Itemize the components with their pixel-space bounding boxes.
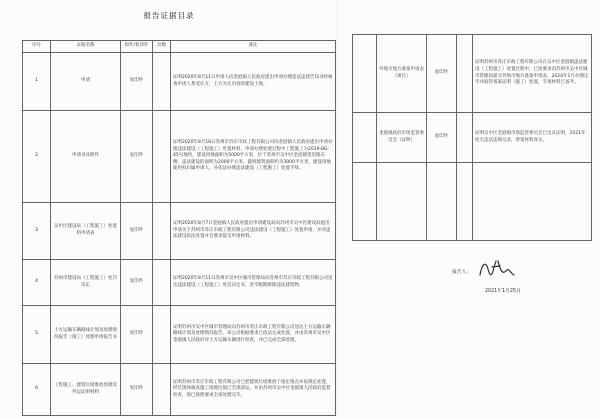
row-type bbox=[427, 163, 457, 241]
handwritten-signature bbox=[476, 257, 516, 281]
row-type: 复印件 bbox=[121, 53, 153, 111]
row-name: 土方运输车辆路线计划及处理情况报告（施工）处理申请报告书 bbox=[51, 306, 121, 364]
row-no bbox=[353, 35, 377, 113]
row-no: 6 bbox=[23, 364, 51, 416]
row-name: 工程施工、建筑垃圾堆放处理及外运证明材料 bbox=[51, 364, 121, 416]
row-type: 复印件 bbox=[427, 35, 457, 113]
table-row bbox=[23, 53, 336, 111]
header-name: 证据名称 bbox=[51, 41, 121, 53]
row-no bbox=[353, 113, 377, 163]
header-pages: 页数 bbox=[153, 41, 171, 53]
row-note: 证明2020年8月11日申请人向金庭镇人民政府提出申请办理违法违建告知书经核查申请人系受让方，土方为无内容的建设土地。 bbox=[171, 53, 336, 111]
header-no: 序号 bbox=[23, 41, 51, 53]
row-no: 3 bbox=[23, 203, 51, 260]
signature-date: 2021年1月25日 bbox=[485, 289, 521, 294]
row-name: 外地市地方备案申请表（项目） bbox=[377, 35, 427, 113]
row-type: 复印件 bbox=[121, 364, 153, 416]
row-no: 2 bbox=[23, 111, 51, 203]
row-pages bbox=[153, 364, 171, 416]
row-no: 1 bbox=[23, 53, 51, 111]
row-note: 证明苏州市苏庄市政工程有限公司已把建筑垃圾堆放于指定地点并按规定处置，经过现场核查施工场地垃圾已全部清运，并由苏州市吴中区金庭镇人民政府监督检查，现已按照要求全部处理完毕。 bbox=[171, 364, 336, 416]
table-row bbox=[353, 113, 592, 163]
row-pages bbox=[153, 306, 171, 364]
row-note: 证明2020年8月7日金庭镇人民政府提出申请建设局向苏州市吴中区建设局提出申请关于苏州市苏庄市政工程有限公司违法建设（工程施工）处置申请，并对违法建设依法处置并且要求提交申请材料。 bbox=[171, 203, 336, 260]
row-pages bbox=[457, 163, 473, 241]
signer-label: 报告人： bbox=[452, 270, 472, 275]
row-name: 申请书及附件 bbox=[51, 111, 121, 203]
row-note bbox=[473, 163, 592, 241]
evidence-table-left bbox=[22, 40, 336, 416]
row-name: 苏州市建设局（工程施工）处罚决定 bbox=[51, 260, 121, 306]
row-pages bbox=[457, 35, 473, 113]
row-type: 复印件 bbox=[427, 113, 457, 163]
header-type: 原件/复印件 bbox=[121, 41, 153, 53]
row-note: 证明苏州市苏庄市政工程有限公司在吴中区金庭镇违法建设（工程施工）处置过程中，已按要求向苏州市吴中区城市管理局提交外地市地方备案申请表，2024年1月办理完毕并取得备案证明（施工）处置，专项材料已备齐。 bbox=[473, 35, 592, 113]
row-name: 申请 bbox=[51, 53, 121, 111]
row-name bbox=[377, 163, 427, 241]
row-type: 复印件 bbox=[121, 260, 153, 306]
row-no: 5 bbox=[23, 306, 51, 364]
row-note: 证明吴中区金庭镇市场监管委员会已出具证明，2021年度无违法违规记录，涉案材料真实。 bbox=[473, 113, 592, 163]
row-pages bbox=[153, 203, 171, 260]
row-no: 4 bbox=[23, 260, 51, 306]
row-note: 证明2020年8月11日苏州市吴中区城市管理局向苏州市苏庄市政工程有限公司送达违法建设（工程施工）处罚决定书，责令限期拆除违法建筑物。 bbox=[171, 260, 336, 306]
row-name: 金庭镇政府市场监管委员会（证明） bbox=[377, 113, 427, 163]
table-row bbox=[353, 35, 592, 113]
row-pages bbox=[153, 111, 171, 203]
table-row bbox=[23, 111, 336, 203]
table-header-row bbox=[23, 41, 336, 53]
table-row bbox=[353, 163, 592, 241]
header-note: 备注 bbox=[171, 41, 336, 53]
row-pages bbox=[457, 113, 473, 163]
table-row bbox=[23, 306, 336, 364]
row-pages bbox=[153, 260, 171, 306]
row-note: 证明2020年8月18日苏州市苏庄市政工程有限公司向金庭镇人民政府提出申请办理违法建设（工程施工）处置材料，申请办理处置过程中工程施工为2019-8G-45号地块，建设用地面积为5000平方米，位于苏州市吴中区金庭镇堂里路东侧，违法建设的面积为2000平方米，最终建筑面积约为3000平方米，建设用地使用权归属申请人，并依法办理违法建设（工程施工）处置手续。 bbox=[171, 111, 336, 203]
row-pages bbox=[153, 53, 171, 111]
row-no bbox=[353, 163, 377, 241]
evidence-table-right bbox=[352, 34, 592, 241]
table-row bbox=[23, 364, 336, 416]
table-row bbox=[23, 260, 336, 306]
document-title: 报告证据目录 bbox=[143, 11, 195, 20]
table-row bbox=[23, 203, 336, 260]
row-type: 复印件 bbox=[121, 306, 153, 364]
row-name: 吴中区建设局（工程施工）处置料申请表 bbox=[51, 203, 121, 260]
row-type: 复印件 bbox=[121, 111, 153, 203]
row-type: 复印件 bbox=[121, 203, 153, 260]
row-note: 证明苏州市吴中区城市管理局向苏州市苏庄市政工程有限公司送达土方运输车辆路线计划及处理情况报告，该公司根据要求已依法完成处置，并由苏州市吴中区金庭镇人民政府对土方运输车辆进行检查，并已完成全部处理。 bbox=[171, 306, 336, 364]
